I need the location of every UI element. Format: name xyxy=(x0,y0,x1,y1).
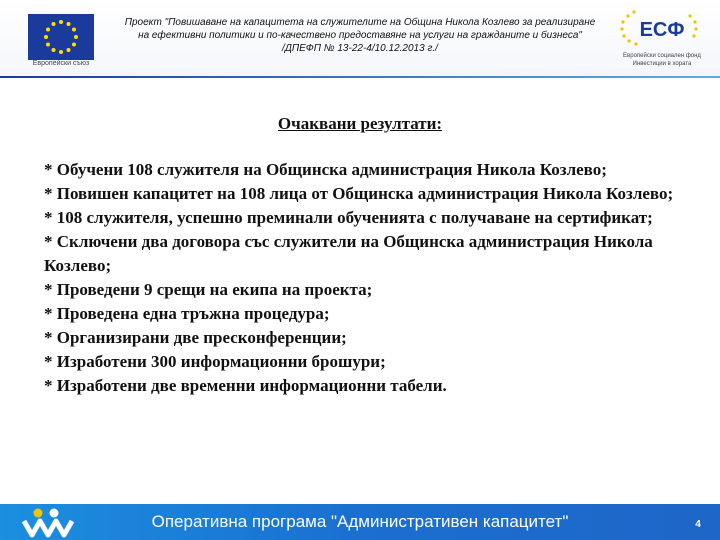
project-line: на ефективни политики и по-качествено предоставяне на услуги на гражданите и бизнеса" xyxy=(138,30,582,41)
project-title xyxy=(110,16,610,55)
result-item: * Повишен капацитет на 108 лица от Общинска администрация Никола Козлево; xyxy=(44,184,674,203)
esf-logo xyxy=(614,8,710,58)
slide-title: Очаквани резултати: xyxy=(277,114,443,133)
eu-stars-icon xyxy=(28,14,94,60)
eu-flag-logo xyxy=(28,14,94,60)
page-number: 4 xyxy=(695,519,701,530)
header-divider xyxy=(0,76,720,78)
project-line: /ДПЕФП № 13-22-4/10.12.2013 г./ xyxy=(282,43,438,54)
result-item: * Обучени 108 служителя на Общинска администрация Никола Козлево; xyxy=(44,160,607,179)
result-item: * Организирани две пресконференции; xyxy=(44,328,347,347)
footer-program-text: Оперативна програма "Административен капацитет" xyxy=(151,512,569,531)
result-item: * Изработени 300 информационни брошури; xyxy=(44,352,386,371)
result-item: * Проведени 9 срещи на екипа на проекта; xyxy=(44,280,373,299)
esf-label: ЕСФ xyxy=(639,19,685,41)
result-item: * Проведена една тръжна процедура; xyxy=(44,304,330,323)
result-item: * 108 служителя, успешно преминали обученията с получаване на сертификат; xyxy=(44,208,653,227)
project-line: Проект "Повишаване на капацитета на служителите на Община Никола Козлево за реализиране xyxy=(124,17,596,28)
esf-caption: Европейски социален фонд Инвестиции в хората xyxy=(623,53,701,67)
results-list xyxy=(44,158,684,398)
result-item: * Изработени две временни информационни табели. xyxy=(44,376,447,395)
slide-header xyxy=(0,0,720,76)
result-item: * Сключени два договора със служители на Общинска администрация Никола Козлево; xyxy=(44,232,653,275)
eu-caption: Европейски съюз xyxy=(32,60,90,67)
